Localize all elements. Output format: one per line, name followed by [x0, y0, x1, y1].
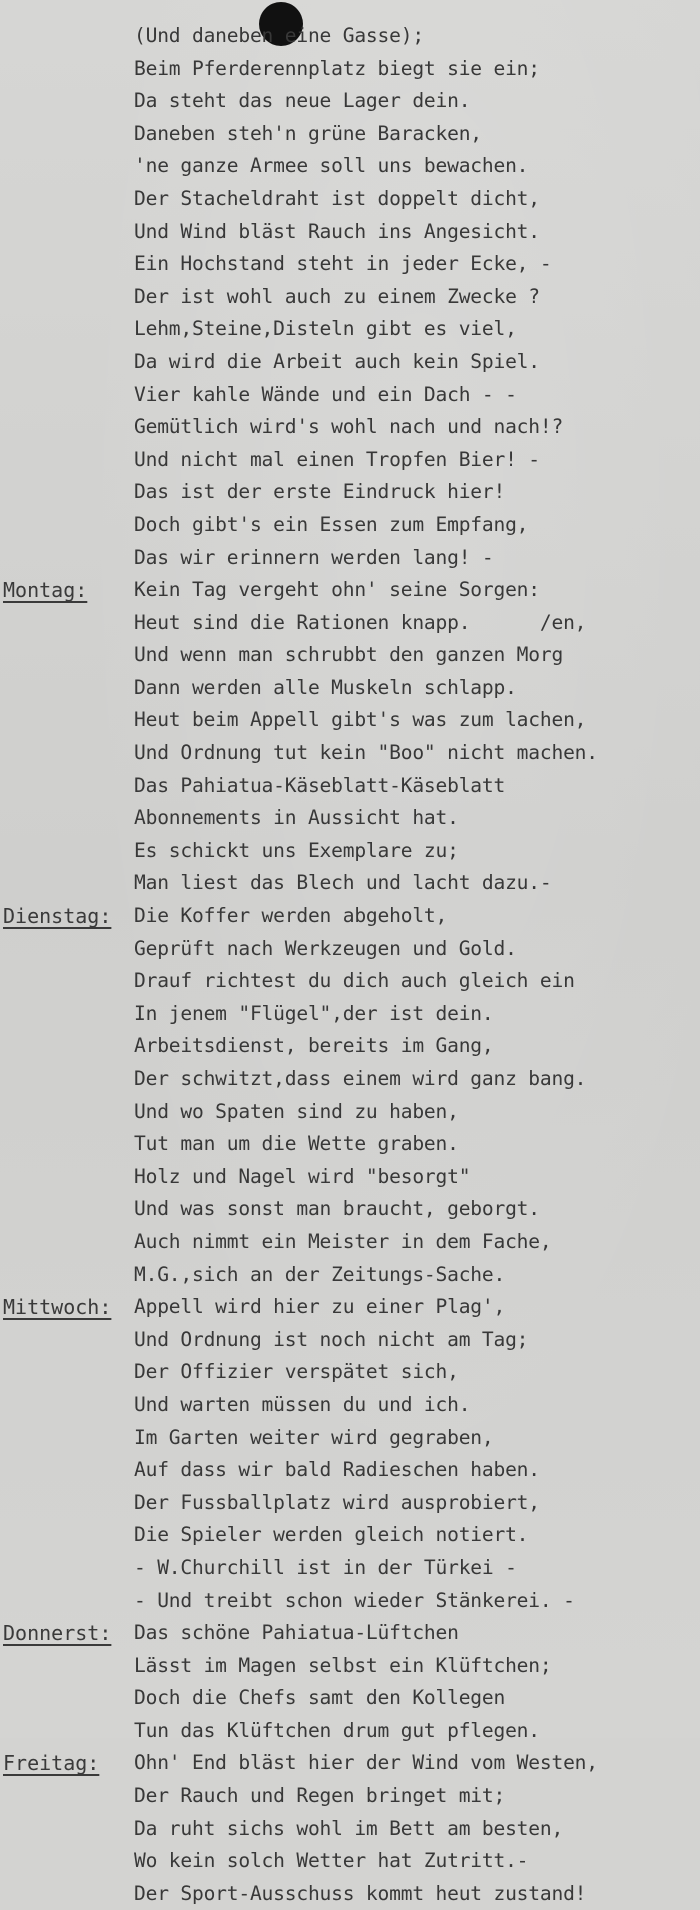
poem-line: [0, 1324, 700, 1357]
poem-line: [0, 1161, 700, 1194]
verse-text: Der Sport-Ausschuss kommt heut zustand!: [134, 1881, 587, 1905]
verse-text: M.G.,sich an der Zeitungs-Sache.: [134, 1262, 506, 1286]
poem-line: [0, 1487, 700, 1520]
poem-line: [0, 770, 700, 803]
poem-line: [0, 281, 700, 314]
verse-text: - W.Churchill ist in der Türkei -: [134, 1555, 517, 1579]
verse-text: Geprüft nach Werkzeugen und Gold.: [134, 936, 517, 960]
verse-text: Lässt im Magen selbst ein Klüftchen;: [134, 1653, 552, 1677]
poem-line: [0, 802, 700, 835]
poem-line: [0, 1096, 700, 1129]
poem-line: [0, 444, 700, 477]
poem-line: [0, 1552, 700, 1585]
verse-text: In jenem "Flügel",der ist dein.: [134, 1001, 494, 1025]
day-label: Montag:: [3, 578, 88, 603]
verse-text: Dann werden alle Muskeln schlapp.: [134, 675, 517, 699]
poem-lines: [0, 20, 700, 1910]
verse-text: Abonnements in Aussicht hat.: [134, 806, 459, 830]
poem-line: [0, 118, 700, 151]
poem-line: [0, 867, 700, 900]
verse-text: Das Pahiatua-Käseblatt-Käseblatt: [134, 773, 506, 797]
poem-line: [0, 1813, 700, 1846]
day-label: Donnerst:: [3, 1621, 112, 1646]
poem-line: [0, 216, 700, 249]
verse-text: Wo kein solch Wetter hat Zutritt.-: [134, 1849, 529, 1873]
verse-text: - Und treibt schon wieder Stänkerei. -: [134, 1588, 575, 1612]
verse-text: (Und daneben eine Gasse);: [134, 24, 424, 47]
day-label: Mittwoch:: [3, 1295, 112, 1320]
verse-text: Und nicht mal einen Tropfen Bier! -: [134, 447, 540, 471]
verse-text: Und was sonst man braucht, geborgt.: [134, 1197, 540, 1221]
verse-text: Man liest das Blech und lacht dazu.-: [134, 871, 552, 895]
poem-line: [0, 965, 700, 998]
verse-text: Und Ordnung ist noch nicht am Tag;: [134, 1327, 529, 1351]
poem-line: [0, 998, 700, 1031]
verse-text: Im Garten weiter wird gegraben,: [134, 1425, 494, 1449]
poem-line: [0, 1422, 700, 1455]
poem-line: [0, 1356, 700, 1389]
verse-text: Ohn' End bläst hier der Wind vom Westen,: [134, 1751, 598, 1775]
poem-line: [0, 1128, 700, 1161]
verse-text: Da wird die Arbeit auch kein Spiel.: [134, 349, 540, 373]
verse-text: Der Rauch und Regen bringet mit;: [134, 1784, 506, 1808]
poem-line: [0, 85, 700, 118]
poem-line: [0, 1878, 700, 1910]
poem-line: [0, 1259, 700, 1292]
poem-line: [0, 509, 700, 542]
poem-line: [0, 1519, 700, 1552]
poem-line: [0, 476, 700, 509]
poem-line: [0, 379, 700, 412]
verse-text: Der schwitzt,dass einem wird ganz bang.: [134, 1067, 587, 1090]
poem-line: [0, 313, 700, 346]
verse-text: Die Koffer werden abgeholt,: [134, 904, 448, 928]
verse-text: Heut sind die Rationen knapp. /en,: [134, 610, 587, 634]
poem-line: [0, 607, 700, 640]
verse-text: Und Ordnung tut kein "Boo" nicht machen.: [134, 741, 598, 765]
day-label: Dienstag:: [3, 904, 112, 929]
verse-text: Holz und Nagel wird "besorgt": [134, 1164, 471, 1188]
poem-line: [0, 1585, 700, 1618]
poem-line: [0, 672, 700, 705]
poem-line: [0, 933, 700, 966]
verse-text: Und wenn man schrubbt den ganzen Morg: [134, 643, 564, 667]
poem-line: [0, 1291, 700, 1324]
verse-text: Vier kahle Wände und ein Dach - -: [134, 382, 517, 406]
poem-line: [0, 150, 700, 183]
verse-text: Doch die Chefs samt den Kollegen: [134, 1686, 506, 1710]
verse-text: Das ist der erste Eindruck hier!: [134, 480, 506, 504]
verse-text: Beim Pferderennplatz biegt sie ein;: [134, 56, 540, 80]
poem-line: [0, 1715, 700, 1748]
verse-text: Da ruht sichs wohl im Bett am besten,: [134, 1816, 564, 1840]
poem-line: [0, 1617, 700, 1650]
verse-text: Der Offizier verspätet sich,: [134, 1360, 459, 1384]
poem-line: [0, 900, 700, 933]
poem-line: [0, 1193, 700, 1226]
verse-text: Und wo Spaten sind zu haben,: [134, 1099, 459, 1123]
verse-text: Doch gibt's ein Essen zum Empfang,: [134, 512, 529, 536]
verse-text: Gemütlich wird's wohl nach und nach!?: [134, 415, 564, 439]
verse-text: Der ist wohl auch zu einem Zwecke ?: [134, 284, 540, 308]
verse-text: Appell wird hier zu einer Plag',: [134, 1295, 506, 1319]
verse-text: Auch nimmt ein Meister in dem Fache,: [134, 1229, 552, 1253]
verse-text: Drauf richtest du dich auch gleich ein: [134, 969, 575, 993]
poem-line: [0, 1682, 700, 1715]
verse-text: Und Wind bläst Rauch ins Angesicht.: [134, 219, 540, 243]
poem-line: [0, 248, 700, 281]
poem-line: [0, 1650, 700, 1683]
poem-line: [0, 183, 700, 216]
poem-line: [0, 346, 700, 379]
poem-line: [0, 20, 700, 53]
poem-line: [0, 53, 700, 86]
poem-line: [0, 1780, 700, 1813]
verse-text: 'ne ganze Armee soll uns bewachen.: [134, 154, 529, 178]
verse-text: Ein Hochstand steht in jeder Ecke, -: [134, 252, 552, 276]
poem-line: [0, 1063, 700, 1096]
poem-line: [0, 737, 700, 770]
poem-line: [0, 411, 700, 444]
verse-text: Der Stacheldraht ist doppelt dicht,: [134, 186, 540, 210]
poem-line: [0, 1030, 700, 1063]
verse-text: Auf dass wir bald Radieschen haben.: [134, 1458, 540, 1482]
verse-text: Daneben steh'n grüne Baracken,: [134, 121, 482, 145]
poem-line: [0, 1454, 700, 1487]
poem-line: [0, 639, 700, 672]
verse-text: Lehm,Steine,Disteln gibt es viel,: [134, 317, 517, 341]
verse-text: Kein Tag vergeht ohn' seine Sorgen:: [134, 578, 540, 602]
verse-text: Arbeitsdienst, bereits im Gang,: [134, 1034, 494, 1058]
poem-line: [0, 835, 700, 868]
verse-text: Tut man um die Wette graben.: [134, 1132, 459, 1156]
verse-text: Das schöne Pahiatua-Lüftchen: [134, 1621, 459, 1645]
poem-line: [0, 704, 700, 737]
poem-line: [0, 1226, 700, 1259]
day-label: Freitag:: [3, 1751, 100, 1776]
verse-text: Die Spieler werden gleich notiert.: [134, 1523, 529, 1547]
verse-text: Da steht das neue Lager dein.: [134, 89, 471, 113]
poem-line: [0, 542, 700, 575]
poem-line: [0, 574, 700, 607]
verse-text: Tun das Klüftchen drum gut pflegen.: [134, 1718, 540, 1742]
verse-text: Es schickt uns Exemplare zu;: [134, 838, 459, 862]
verse-text: Der Fussballplatz wird ausprobiert,: [134, 1490, 540, 1514]
poem-line: [0, 1747, 700, 1780]
verse-text: Und warten müssen du und ich.: [134, 1392, 471, 1416]
poem-line: [0, 1389, 700, 1422]
poem-line: [0, 1845, 700, 1878]
verse-text: Heut beim Appell gibt's was zum lachen,: [134, 708, 587, 732]
verse-text: Das wir erinnern werden lang! -: [134, 545, 494, 569]
